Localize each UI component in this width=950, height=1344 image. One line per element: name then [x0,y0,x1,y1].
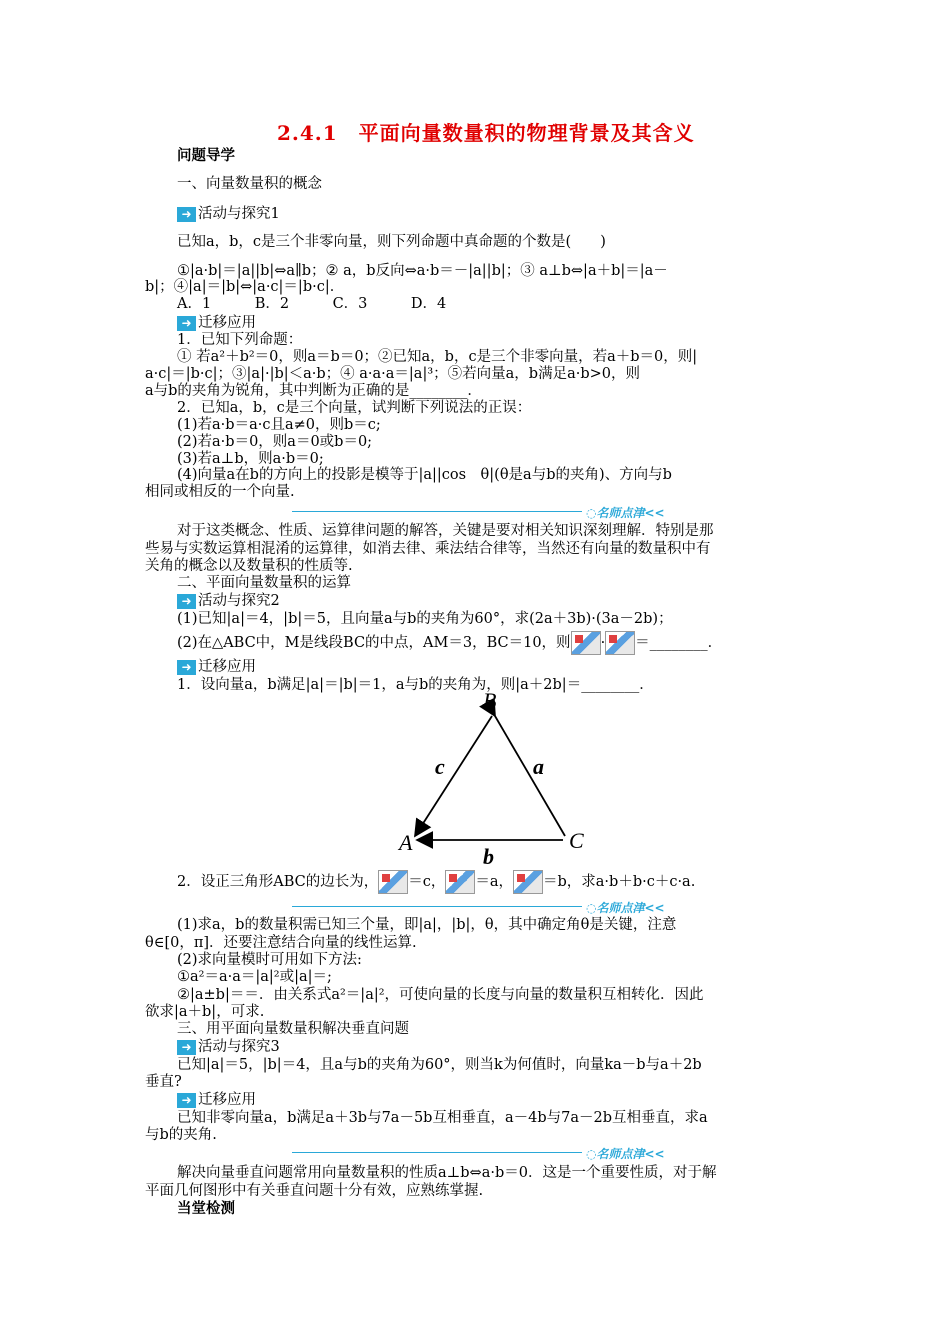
side-a-label: a [533,754,544,779]
tips-1-line-1: 对于这类概念、性质、运算律问题的解答，关键是要对相关知识深刻理解．特别是那 [177,523,714,539]
arrow-icon: ➜ [177,594,196,609]
transfer-21-line-1: 1．设向量a，b满足|a|＝|b|＝1，a与b的夹角为，则|a＋2b|＝________． [177,677,654,693]
page-title: 2.4.1 平面向量数量积的物理背景及其含义 [277,121,695,145]
section-3-heading: 三、用平面向量数量积解决垂直问题 [177,1021,409,1037]
transfer-22-line: 2．设正三角形ABC的边长为， ＝c， ＝a， ＝b，求a·b＋b·c＋c·a. [177,870,695,894]
vector-a [495,716,565,836]
arrow-icon: ➜ [177,316,196,331]
tips-divider-1: ◌名师点津<< [292,504,692,518]
arrow-icon: ➜ [177,1040,196,1055]
tips-1-line-3: 关角的概念以及数量积的性质等. [145,558,353,574]
section-2-heading: 二、平面向量数量积的运算 [177,575,351,591]
vector-c [415,716,492,836]
activity-2-tag: ➜ 活动与探究2 [177,592,280,610]
vector-image-icon [571,631,601,655]
activity-3-line-2: 垂直? [145,1074,182,1090]
tips-3-line-2: 平面几何图形中有关垂直问题十分有效，应熟练掌握. [145,1183,484,1199]
section-heading-check: 当堂检测 [177,1200,235,1217]
vertex-a-label: A [399,830,413,855]
transfer-3-line-2: 与b的夹角. [145,1127,217,1143]
activity-1-question: 已知a，b，c是三个非零向量，则下列命题中真命题的个数是( ) [177,234,606,250]
vector-image-icon [605,631,635,655]
vertex-b-label: B [483,688,497,713]
section-heading-guide: 问题导学 [177,147,235,164]
tips-1-line-2: 些易与实数运算相混淆的运算律，如消去律、乘法结合律等，当然还有向量的数量积中有 [145,541,711,557]
activity-2-line-2: (2)在△ABC中，M是线段BC的中点，AM＝3，BC＝10，则 · ＝________． [177,631,722,655]
side-b-label: b [483,844,494,868]
tips-2-line-5: ②|a±b|＝＝．由关系式a²＝|a|²，可使向量的长度与向量的数量积互相转化．因此 [177,987,704,1003]
transfer-2-line-6: 相同或相反的一个向量. [145,484,295,500]
transfer-2-tag: ➜ 迁移应用 [177,658,256,676]
vertex-c-label: C [569,828,584,853]
activity-3-line-1: 已知|a|＝5，|b|＝4，且a与b的夹角为60°，则当k为何值时，向量ka－b与a＋2b [177,1057,702,1073]
tips-divider-2: ◌名师点津<< [292,899,692,913]
transfer-2-line-2: (1)若a·b＝a·c且a≠0，则b＝c; [177,417,381,433]
tips-2-line-6: 欲求|a＋b|，可求. [145,1004,265,1020]
activity-1-line-2: b|；④|a|＝|b|⇔|a·c|＝|b·c|． [145,279,345,295]
triangle-diagram [395,688,595,868]
arrow-icon: ➜ [177,1093,196,1108]
transfer-3-line-1: 已知非零向量a，b满足a＋3b与7a－5b互相垂直，a－4b与7a－2b互相垂直，求a [177,1110,708,1126]
arrow-icon: ➜ [177,207,196,222]
transfer-2-line-4: (3)若a⊥b，则a·b＝0; [177,451,324,467]
tips-3-line-1: 解决向量垂直问题常用向量数量积的性质a⊥b⇔a·b＝0．这是一个重要性质，对于解 [177,1165,717,1181]
section-1-heading: 一、向量数量积的概念 [177,176,322,192]
transfer-1-line-2: ① 若a²＋b²＝0，则a＝b＝0；②已知a，b，c是三个非零向量，若a＋b＝0，则| [177,349,698,365]
tips-divider-3: ◌名师点津<< [292,1145,692,1159]
tips-2-line-2: θ∈[0，π]．还要注意结合向量的线性运算. [145,935,417,951]
transfer-2-line-5: (4)向量a在b的方向上的投影是模等于|a||cos θ|(θ是a与b的夹角)、方向与b [177,467,672,483]
activity-1-options: A．1 B．2 C．3 D．4 [177,296,447,312]
tips-2-line-3: (2)求向量模时可用如下方法: [177,952,362,968]
tips-2-line-4: ①a²＝a·a＝|a|²或|a|＝; [177,969,332,985]
vector-image-icon [513,870,543,894]
activity-2-line-1: (1)已知|a|＝4，|b|＝5，且向量a与b的夹角为60°，求(2a＋3b)·(3a－2b)； [177,611,673,627]
arrow-icon: ➜ [177,660,196,675]
transfer-1-tag: ➜ 迁移应用 [177,314,256,332]
tips-2-line-1: (1)求a，b的数量积需已知三个量，即|a|，|b|，θ，其中确定角θ是关键，注意 [177,917,677,933]
transfer-2-line-1: 2．已知a，b，c是三个向量，试判断下列说法的正误： [177,400,532,416]
activity-1-line-1: ①|a·b|＝|a||b|⇔a∥b；② a，b反向⇔a·b＝－|a||b|；③ a⊥b⇔|a＋b|＝|a－ [177,263,668,279]
activity-3-tag: ➜ 活动与探究3 [177,1038,280,1056]
activity-1-tag: ➜ 活动与探究1 [177,205,280,223]
transfer-1-line-1: 1．已知下列命题： [177,332,303,348]
vector-image-icon [445,870,475,894]
side-c-label: c [435,754,445,779]
transfer-1-line-4: a与b的夹角为锐角，其中判断为正确的是________． [145,383,482,399]
vector-image-icon [378,870,408,894]
transfer-2-line-3: (2)若a·b＝0，则a＝0或b＝0; [177,434,373,450]
transfer-3-tag: ➜ 迁移应用 [177,1091,256,1109]
transfer-1-line-3: a·c|＝|b·c|；③|a|·|b|＜a·b；④ a·a·a＝|a|³；⑤若向量a，b满足a·b>0，则 [145,366,640,382]
